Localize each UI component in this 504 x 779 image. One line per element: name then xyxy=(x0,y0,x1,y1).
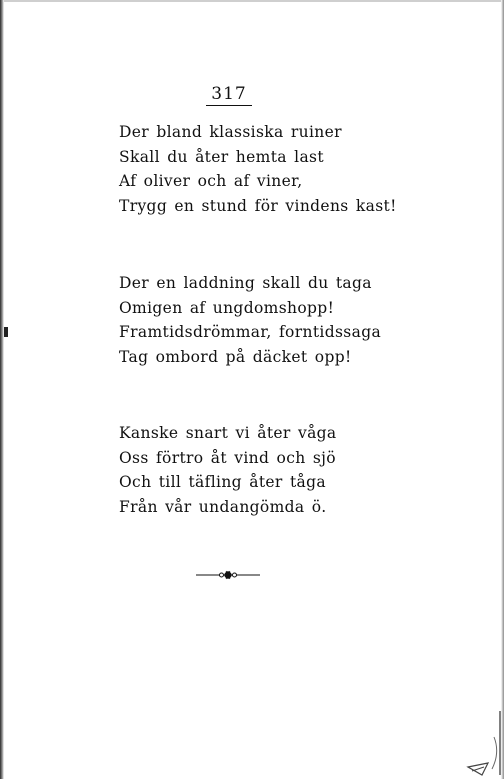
verse-line: Der en laddning skall du taga xyxy=(119,274,372,292)
verse-line: Omigen af ungdomshopp! xyxy=(119,298,335,317)
verse-line: Från vår undangömda ö. xyxy=(119,497,327,516)
verse-line: Der bland klassiska ruiner xyxy=(119,123,342,141)
stanza xyxy=(119,120,397,218)
verse-line: Trygg en stund för vindens kast! xyxy=(119,196,397,215)
verse-line: Tag ombord på däcket opp! xyxy=(119,347,352,366)
verse-line: Af oliver och af viner, xyxy=(119,172,303,190)
verse-line: Och till täfling åter tåga xyxy=(119,473,326,491)
page-number-underline xyxy=(206,105,252,106)
ornament-divider-icon xyxy=(196,566,260,584)
verse-line: Oss förtro åt vind och sjö xyxy=(119,448,336,467)
verse-line: Skall du åter hemta last xyxy=(119,147,324,166)
page-left-edge xyxy=(0,0,4,779)
page-corner-mark xyxy=(454,707,502,777)
verse-line: Kanske snart vi åter våga xyxy=(119,424,337,442)
binding-mark xyxy=(4,327,8,337)
stanza xyxy=(119,421,337,519)
page-top-edge xyxy=(0,0,504,2)
verse-line: Framtidsdrömmar, forntidssaga xyxy=(119,323,382,341)
stanza xyxy=(119,271,381,369)
page-number: 317 xyxy=(211,84,247,104)
